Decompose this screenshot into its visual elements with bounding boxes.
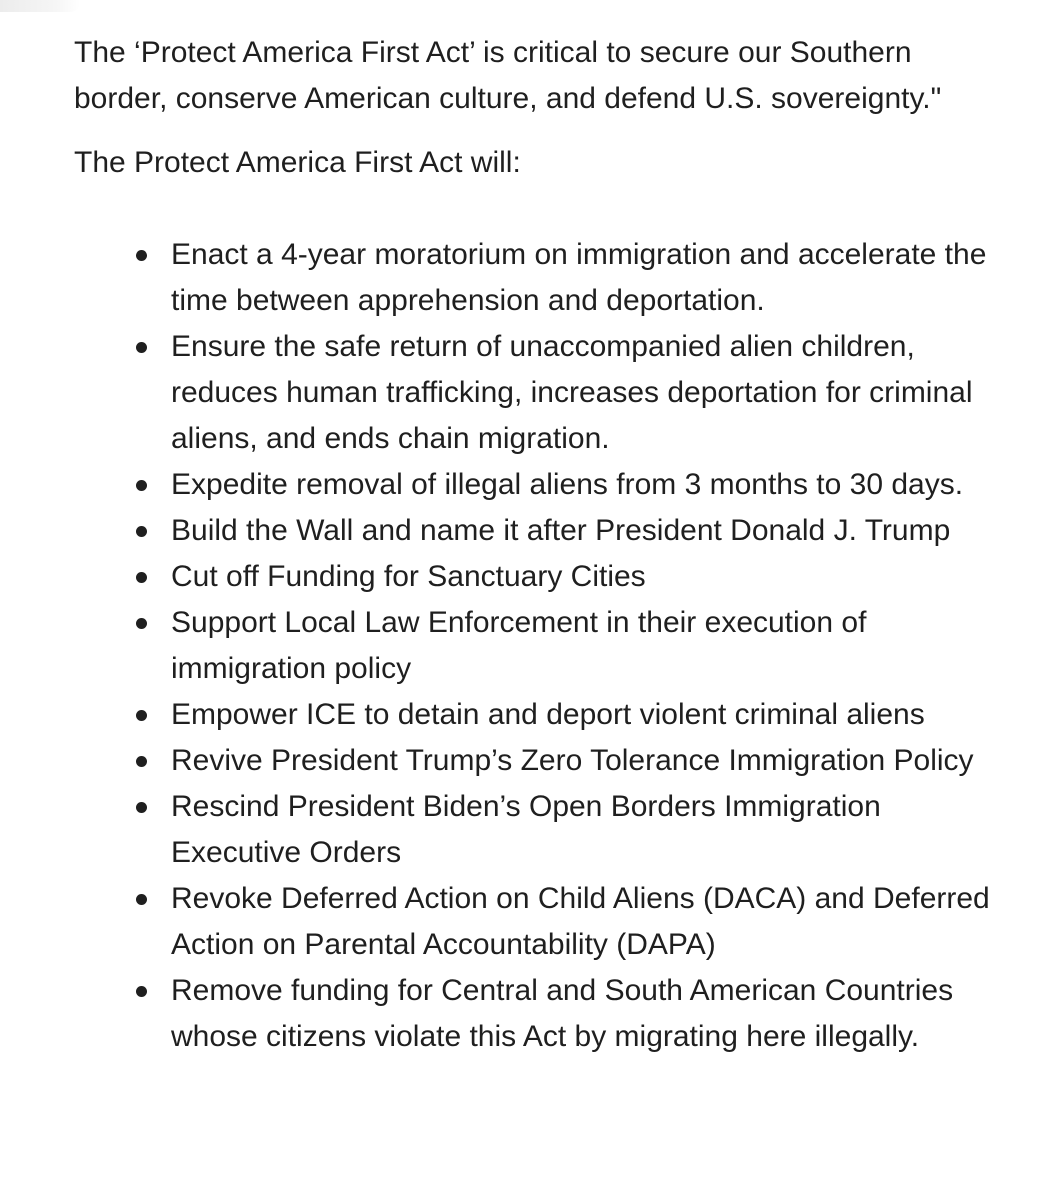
document-body (74, 30, 1014, 1060)
list-item: Cut off Funding for Sanctuary Cities (171, 554, 1014, 600)
list-item: Ensure the safe return of unaccompanied alien children, reduces human trafficking, increases deportation for criminal aliens, and ends chain migration. (171, 324, 1014, 462)
list-item: Revoke Deferred Action on Child Aliens (DACA) and Deferred Action on Parental Accountability (DAPA) (171, 876, 1014, 968)
provisions-list (74, 232, 1014, 1060)
top-edge-shadow (0, 0, 80, 12)
list-item: Enact a 4-year moratorium on immigration and accelerate the time between apprehension and deportation. (171, 232, 1014, 324)
list-item: Empower ICE to detain and deport violent criminal aliens (171, 692, 1014, 738)
intro-paragraph: The ‘Protect America First Act’ is critical to secure our Southern border, conserve American culture, and defend U.S. sovereignty." (74, 36, 942, 115)
list-item: Build the Wall and name it after President Donald J. Trump (171, 508, 1014, 554)
list-item: Support Local Law Enforcement in their execution of immigration policy (171, 600, 1014, 692)
list-item: Rescind President Biden’s Open Borders Immigration Executive Orders (171, 784, 1014, 876)
list-item: Remove funding for Central and South American Countries whose citizens violate this Act by migrating here illegally. (171, 968, 1014, 1060)
list-item: Expedite removal of illegal aliens from 3 months to 30 days. (171, 462, 1014, 508)
lead-in-text: The Protect America First Act will: (74, 146, 521, 179)
list-item: Revive President Trump’s Zero Tolerance Immigration Policy (171, 738, 1014, 784)
